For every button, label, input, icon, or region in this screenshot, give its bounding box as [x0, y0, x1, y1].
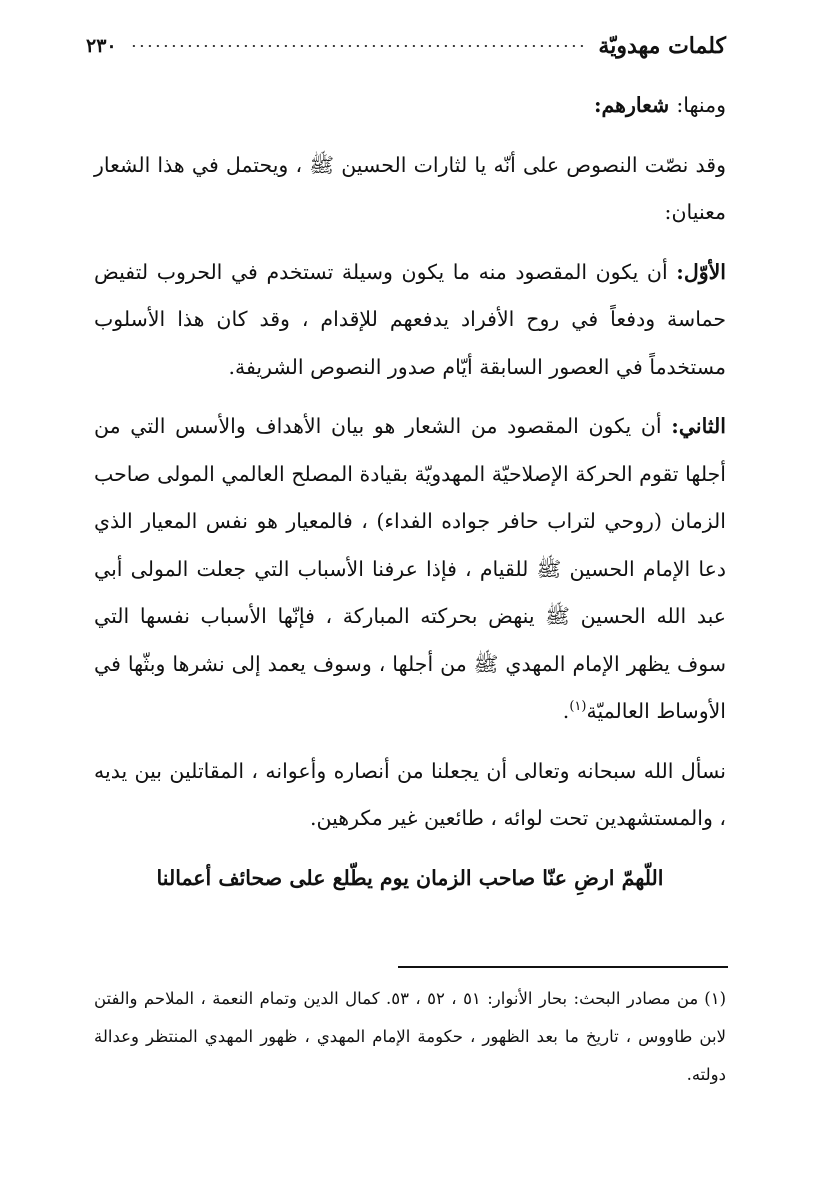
footnote-text: من مصادر البحث: بحار الأنوار: ٥١ ، ٥٢ ، ٥٣. كمال الدين وتمام النعمة ، الملاحم والفتن لابن طاووس ، تاريخ ما بعد الظهور ، حكومة الإمام المهدي ، ظهور المهدي المنتظر وعدالة دولته. — [94, 989, 726, 1084]
second-meaning-end: . — [562, 699, 570, 723]
page-header — [86, 28, 726, 64]
page-number: ٢٣٠ — [86, 35, 117, 57]
second-meaning-term: الثاني: — [671, 414, 726, 438]
paragraph-first — [94, 249, 726, 392]
closing-supplication: اللّهمّ ارضِ عنّا صاحب الزمان يوم يطّلع على صحائف أعمالنا — [156, 865, 664, 890]
body-text — [94, 82, 726, 914]
section-subhead — [94, 82, 726, 130]
paragraph-prayer: نسأل الله سبحانه وتعالى أن يجعلنا من أنصاره وأعوانه ، المقاتلين بين يديه ، والمستشهدين تحت لوائه ، طائعين غير مكرهين. — [94, 758, 726, 830]
footnotes — [94, 980, 726, 1094]
first-meaning-term: الأوّل: — [676, 259, 726, 284]
running-title: كلمات مهدويّة — [598, 33, 726, 59]
subhead-title: شعارهم: — [593, 93, 670, 117]
footnote-reference[interactable]: (١) — [569, 699, 587, 715]
paragraph-intro: وقد نصّت النصوص على أنّه يا لثارات الحسين ﷺ ، ويحتمل في هذا الشعار معنيان: — [94, 152, 726, 224]
header-dot-leader — [129, 45, 587, 47]
footnote-mark: (١) — [704, 989, 726, 1008]
subhead-label: ومنها: — [676, 93, 726, 117]
paragraph-second — [94, 403, 726, 736]
first-meaning-text: أن يكون المقصود منه ما يكون وسيلة تستخدم في الحروب لتفيض حماسة ودفعاً في روح الأفراد يدفعهم للإقدام ، وقد كان هذا الأسلوب مستخدماً في العصور السابقة أيّام صدور النصوص الشريفة. — [94, 259, 726, 379]
second-meaning-text: أن يكون المقصود من الشعار هو بيان الأهداف والأسس التي من أجلها تقوم الحركة الإصلاحيّة المهدويّة بقيادة المصلح العالمي المولى صاحب الزمان (روحي لتراب حافر جواده الفداء) ، فالمعيار هو نفس المعيار الذي دعا الإمام الحسين ﷺ للقيام ، فإذا عرفنا الأسباب التي جعلت المولى أبي عبد الله الحسين ﷺ ينهض بحركته المباركة ، فإنّها الأسباب نفسها التي سوف يظهر الإمام المهدي ﷺ من أجلها ، وسوف يعمد إلى نشرها وبثّها في الأوساط العالميّة — [94, 414, 726, 723]
footnote-separator — [398, 966, 728, 968]
